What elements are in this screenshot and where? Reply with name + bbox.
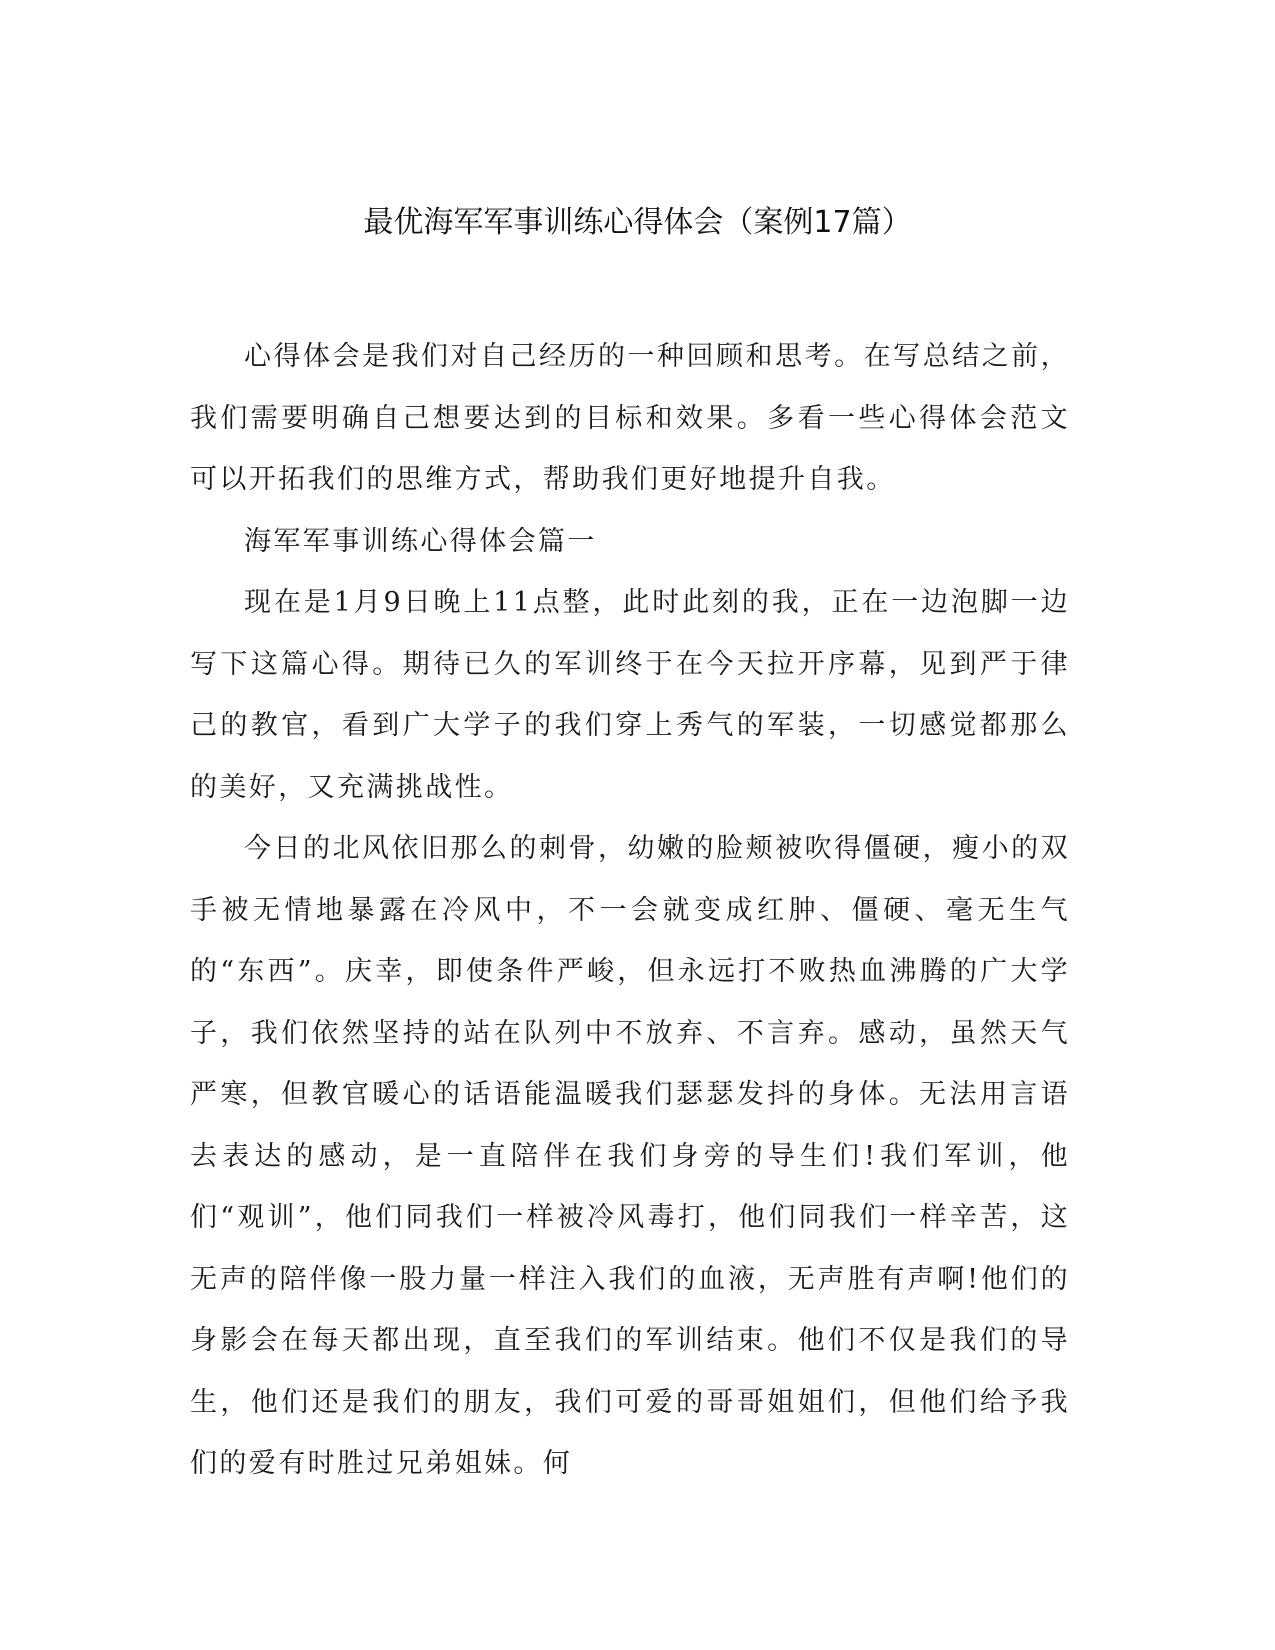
body-paragraph: 今日的北风依旧那么的刺骨，幼嫩的脸颊被吹得僵硬，瘦小的双手被无情地暴露在冷风中，不一会就变成红肿、僵硬、毫无生气的“东西”。庆幸，即使条件严峻，但永远打不败热血沸腾的广大学子，我们依然坚持的站在队列中不放弃、不言弃。感动，虽然天气严寒，但教官暖心的话语能温暖我们瑟瑟发抖的身体。无法用言语去表达的感动，是一直陪伴在我们身旁的导生们!我们军训，他们“观训”，他们同我们一样被冷风毒打，他们同我们一样辛苦，这无声的陪伴像一股力量一样注入我们的血液，无声胜有声啊!他们的身影会在每天都出现，直至我们的军训结束。他们不仅是我们的导生，他们还是我们的朋友，我们可爱的哥哥姐姐们，但他们给予我们的爱有时胜过兄弟姐妹。何 <box>190 833 1070 1479</box>
section-heading: 海军军事训练心得体会篇一 <box>244 525 597 557</box>
document-title: 最优海军军事训练心得体会（案例17篇） <box>363 205 912 240</box>
intro-paragraph: 心得体会是我们对自己经历的一种回顾和思考。在写总结之前，我们需要明确自己想要达到的目标和效果。多看一些心得体会范文可以开拓我们的思维方式，帮助我们更好地提升自我。 <box>190 341 1070 495</box>
document-body <box>190 326 1070 1495</box>
body-paragraph: 现在是1月9日晚上11点整，此时此刻的我，正在一边泡脚一边写下这篇心得。期待已久的军训终于在今天拉开序幕，见到严于律己的教官，看到广大学子的我们穿上秀气的军装，一切感觉都那么的美好，又充满挑战性。 <box>190 587 1070 803</box>
